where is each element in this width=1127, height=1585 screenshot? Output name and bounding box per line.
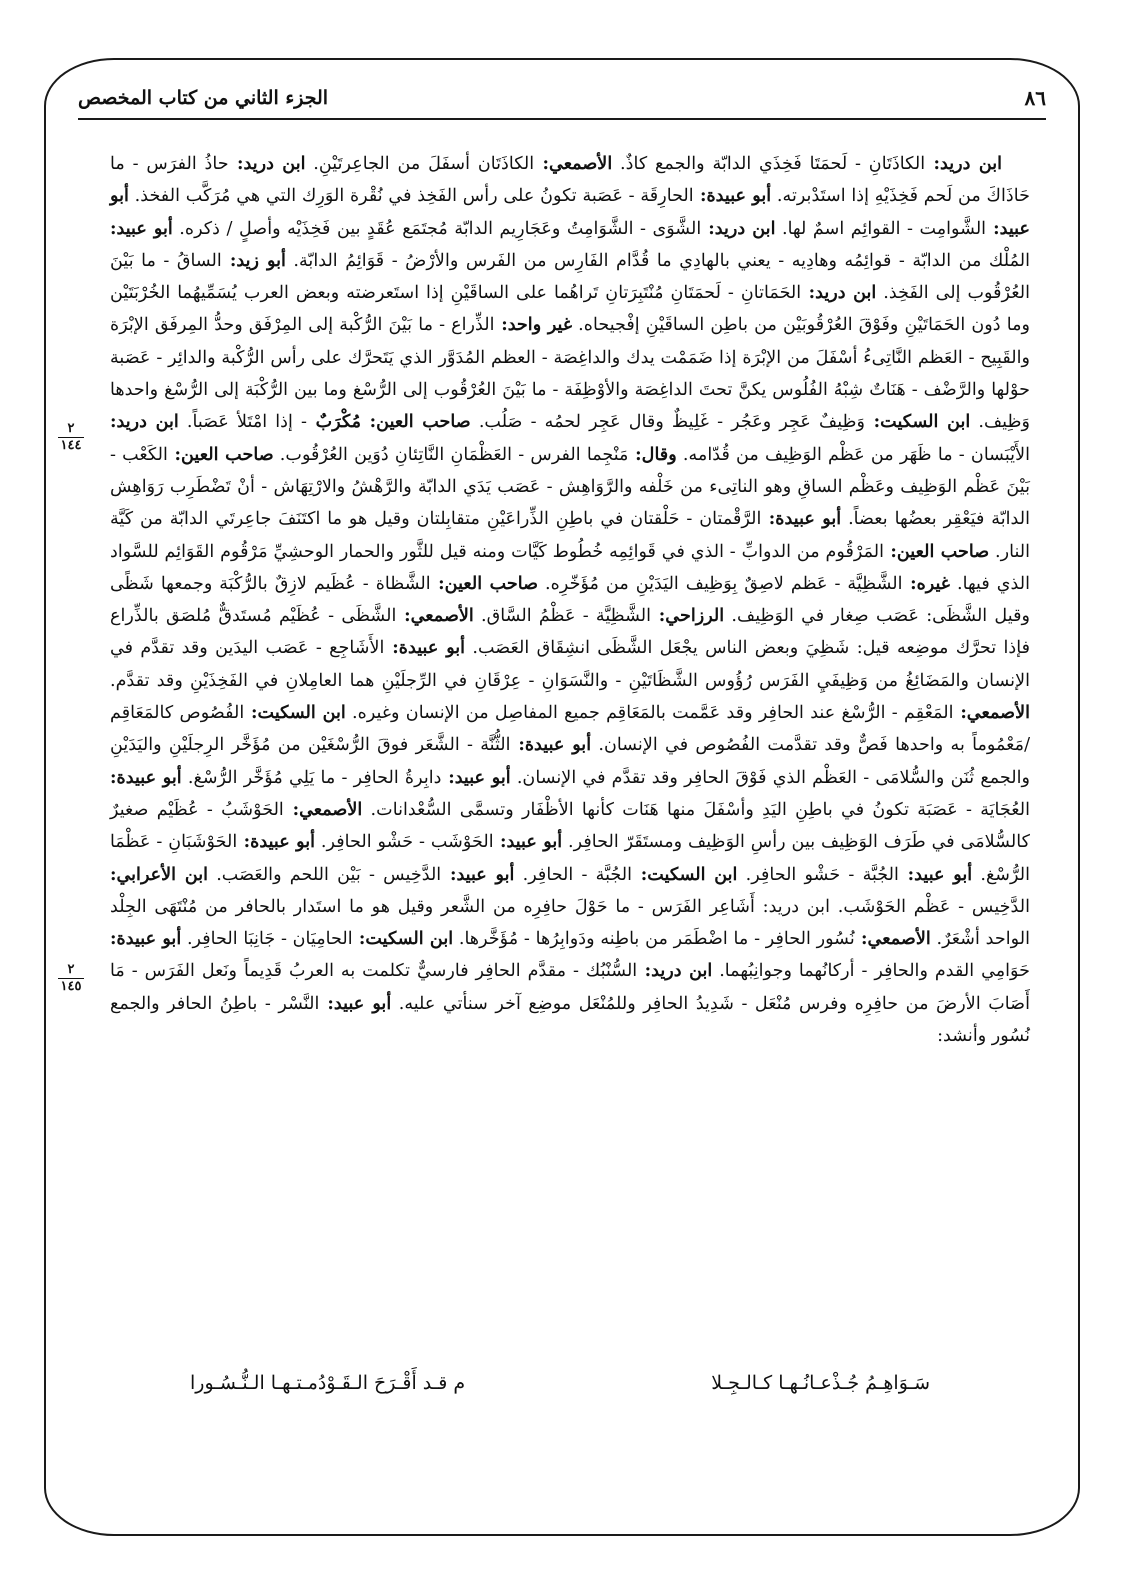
text-run: الشَّظَى - عُظَيْم مُستَدقٌّ مُلصَق بالذِّراع فإذا تحرَّك موضِعه قيل: شَظِيَ وبعض الناس يجْعَل الشَّظَى انشِقَاق العَصَب. [110,606,1030,659]
main-text [110,148,1030,1052]
margin-marker-page: ١٤٥ [60,979,82,994]
page-header [78,78,1046,120]
source-name: أبو عبيدة: [110,766,182,788]
source-name: ابن دريد: [110,411,179,433]
source-name: أبو عبيدة: [237,831,316,853]
text-run: المَعْقِم - الرُّسْغ عند الحافِر وقد عَمَّمت بالمَعَاقِم جميع المفاصِل من الإنسان وغيره. [345,703,954,724]
source-name: غيره: [902,572,951,594]
source-name: ابن دريد: [228,153,306,174]
text-run: الدَّخِيس - بَيْن اللحم والعَصَب. [208,864,442,885]
text-run: نُسُور الحافِر - ما اضْطَمَر من باطِنه ودَوابِرُها - مُؤَخَّرها. [453,929,855,950]
source-name: مُكْرَبٌ [306,411,362,433]
text-run: الكَعْب - بَيْنَ عَظْم الوَظِيف وعَظْم الساقِ وهو الناتِىء من خَلْفه والرَّوَاهِش - عَصَب يَدَي الدابّة والرَّهْشُ والارْتِهَاش - أنْ تَضْطَرِب رَوَاهِش الدابّة فيَعْقِر بعضُها بعضاً. [110,444,1031,530]
text-run: الحارِقَة - عَصَبة تكونُ على رأس الفَخِذ في نُقْرة الوَرِك التي هي مُرَكَّب الفخذ. [128,186,694,207]
text-run: الجُبَّة - حَشْو الحافِر. [737,864,899,885]
source-name: صاحب العين: [361,411,471,433]
source-name: أبو عبيد: [110,185,1030,239]
text-run: الشَّظِيَّة - عَظم لاصِقٌ بِوَظِيف اليَدَيْنِ من مُؤَخّرِه. [538,573,903,594]
text-run: الشَّظِيَّة - عَظْمُ السَّاق. [473,606,652,627]
text-run: الشَّوامِت - القوائِم اسمٌ لها. [775,218,987,239]
source-name: صاحب العين: [167,443,274,465]
source-name: أبو عبيد: [898,863,973,885]
margin-marker-page: ١٤٤ [60,438,82,453]
body-paragraph [110,148,1030,1052]
text-run: العُجَايَة - عَصَبَة تكونُ في باطِنِ اليَدِ وأسْفَلَ منها هَنَات كأنها الأظْفَار وتسمَّى السُّعْدانات. [362,799,1030,820]
source-name: أبو عبيد: [441,766,511,788]
source-name: صاحب العين: [884,540,990,562]
text-run: الأَيْبَسان - ما ظَهَر من عَظْم الوَظِيف من قُدّامه. [676,444,1031,465]
source-name: غير واحد: [494,314,573,336]
verse-first-hemistich: سَـوَاهِـمُ جُـذْعـانُـهـا كـالـجِـلا [711,1372,930,1394]
poetry-verse [190,1372,930,1394]
source-name: أبو عبيدة: [761,508,842,530]
running-title: الجزء الثاني من كتاب المخصص [78,87,329,109]
text-run: المُلْك من الدابّة - قوائِمُه وهادِيه - يعني بالهادِي ما قُدَّام الفَارِس من الفَرس والأرْضُ - قَوَائِمُ الدابّة. [285,250,1030,271]
source-name: ابن دريد: [801,282,877,304]
text-run: الحَمَاتانِ - لَحمَتَانِ مُنْتَبِرَتانِ تَراهُما على الساقَيْنِ إذا استَعرضته وبعض العرب يُسَمِّيهُما الخُرْبَتَيْن وما دُون الحَمَاتَيْنِ وفَوْقَ العُرْقُوبَيْن من باطِن الساقَيْنِ إفْجيحاه. [110,283,1030,336]
text-run: الجُبَّة - الحافِر. [514,864,633,885]
source-name: أبو عبيدة: [510,734,592,756]
text-run: وَظِيفٌ عَجِر وعَجُر - غَلِيظٌ وقال عَجِر لحمُه - صَلُب. [470,412,866,433]
text-run: - إذا امْتَلأ عَصَباً. [178,412,307,433]
text-run: الحَوْشَبَانِ - عَظْمَا الرُّسْغ. [110,832,1031,885]
source-name: ابن السكيت: [865,411,971,433]
text-run: مَنْجِما الفرس - العَظْمَانِ النَّاتِئانِ دُوَين العُرْقُوب. [273,444,629,465]
text-run: الحَوْشَب - حَشْو الحافِر. [315,832,494,853]
page-number: ٨٦ [1024,86,1046,110]
source-name: ابن دريد: [701,217,776,239]
text-run: الحَوْشَبُ - عُظَيْم صغيرٌ كالسُّلامَى في طَرَف الوَظِيف بين رأسِ الوَظِيف ومستَقَرّ الحافِر. [110,799,1030,853]
source-name: أبو عبيد: [110,217,173,239]
text-run: الرَّقْمتان - حَلْقتان في باطِنِ الذِّراعَيْنِ متقابِلتان وقيل هو ما اكتَنَفَ جاعِرتَي الدابّة من كَيَّة النار. [110,509,1030,562]
source-name: أبو عبيد: [493,831,563,853]
source-name: الأصمعي: [396,605,474,627]
margin-marker-volume: ٢ [58,422,84,438]
source-name: ابن دريد: [637,960,713,982]
source-name: أبو زيد: [221,249,286,271]
source-name: الأصمعي: [953,702,1030,724]
source-name: وقال: [628,443,677,465]
source-name: الأصمعي: [283,798,363,820]
text-run: حَوَامِي القدم والحافِر - أركانُهما وجوانِبُهما. [712,961,1031,982]
source-name: الأصمعي: [854,928,931,950]
source-name: أبو عبيدة: [384,637,466,659]
text-run: الذِّراع - ما بَيْنَ الرُّكْبة إلى المِرْفَق وحدُّ المِرفَق الإبْرَة والقَبِيح - العَظم النَّاتِىءُ أسْفَلَ من الإبْرَة إذا ضَمَمْت يدك والداغِصَة - العظم المُدَوَّر الذي يَتَحرَّك على رأس الرُّكْبة والدائِر - عَصَبة حوْلها والرَّضْف - هَنَاتٌ شِبْهُ الفُلُوس يكنَّ تحتَ الداغِصَة والأوْظِفَة - ما بَيْنَ العُرْقُوب إلى الرُّسْغ وما بين الرُّكْبَة إلى الرُّسْغ واحدها وَظِيف. [110,315,1030,433]
text-run: الثُّنَّة - الشَّعَر فوقَ الرُّسْغَيْن من مُؤَخَّر الرِجلَيْنِ واليَدَيْنِ والجمع ثُنَن والسُّلامَى - العَظْم الذي فَوْقَ الحافِر وقد تقدَّم في الإنسان. [110,735,1031,788]
source-name: ابن السكيت: [352,928,454,950]
text-run: الدَّخِيس - عَظْم الحَوْشَب. ابن دريد: أَشَاعِر الفَرَس - ما حَوْلَ حافِرِه من الشَّعر وقيل هو ما استَدار بالحافر من مُنْتَهَى الجِلْد الواحد أشْعَرٌ. [110,896,1030,950]
text-run: دابِرةُ الحافِر - ما يَلِي مُؤَخَّر الرُّسْغ. [181,767,442,788]
margin-marker [58,422,84,453]
text-run: الفُصُوص كالمَعَاقِم /مَعْمُوماً به واحدها فَصٌّ وقد تقدَّمت الفُصُوص في الإنسان. [110,703,1031,756]
text-run: الحامِيَان - جَانِبَا الحافِر. [181,929,353,950]
verse-second-hemistich: م قـد أَقْـرَحَ الـقَـوْدُمـتـهـا الـنُّـسُـورا [190,1372,466,1394]
source-name: الأصمعي: [534,153,613,174]
source-name: ابن الأعرابي: [110,863,208,885]
source-name: أبو عبيد: [441,863,515,885]
source-name: الرزاحي: [651,605,725,627]
text-run: الأَشَاجِع - عَصَب اليدَين وقد تقدَّم في الإنسان والمَضَائِغُ من وَظِيفَيِ الفَرَس رُؤُوس الشَّظَاتَيْنِ - والنَّسَوَانِ - عِرْقَانِ في الرِّجلَيْنِ هما العامِلانِ في الفَخِذَيْنِ وقد تقدَّم. [110,638,1030,691]
margin-marker-volume: ٢ [58,963,84,979]
text-run: الشَّظاة - عُظَيم لازِقٌ بالرُّكْبَة وجمعها شَظًى وقيل الشَّظَى: عَصَب صِغار في الوَظِيف. [110,573,1030,627]
text-run: النَّسْر - باطِنُ الحافر والجمع نُسُور وأنشد: [110,993,1030,1047]
text-run: الكاذَتَان أسفَلَ من الجاعِرتَيْنِ. [305,154,535,174]
text-run: المَرْقُوم من الدوابِّ - الذي في قَوائِمِه خُطُوط كَيَّات ومنه قيل للثَّور والحمار الوحشِيِّ مَرْقُوم القَوَائِم للسَّواد الذي فيها. [110,541,1031,594]
text-run: الساقُ - ما بَيْنَ العُرْقُوب إلى الفَخِذ. [110,250,1031,304]
source-name: أبو عبيد: [319,992,392,1014]
source-name: ابن دريد: [925,153,1002,174]
source-name: ابن السكيت: [632,863,738,885]
text-run: الكاذَتَانِ - لَحمَتَا فَخِذَي الدابّة والجمع كاذٌ. [612,154,926,174]
source-name: أبو عبيدة: [110,928,182,950]
source-name: ابن السكيت: [244,702,346,724]
margin-marker [58,963,84,994]
source-name: أبو عبيدة: [693,185,772,207]
text-run: حاذُ الفرَس - ما حَاذَاكَ من لَحم فَخِذَيْهِ إذا استَدْبرته. [110,154,1031,207]
text-run: السُّنْبُك - مقدَّم الحافِر فارسيٌّ تكلمت به العربُ قَدِيماً ونَعل الفَرَس - مَا أَصَابَ الأرضَ من حافِرِه وفرس مُنْعَل - شَدِيدُ الحافِر وللمُنْعَل موضِع آخر سنأتي عليه. [110,961,1030,1014]
source-name: صاحب العين: [430,572,539,594]
text-run: الشَّوَى - الشَّوَامِتُ وعَجَارِيم الدابّة مُجتَمَع عُقَدٍ بين فَخِذَيْه وأصلٍ / ذكره. [172,218,702,239]
